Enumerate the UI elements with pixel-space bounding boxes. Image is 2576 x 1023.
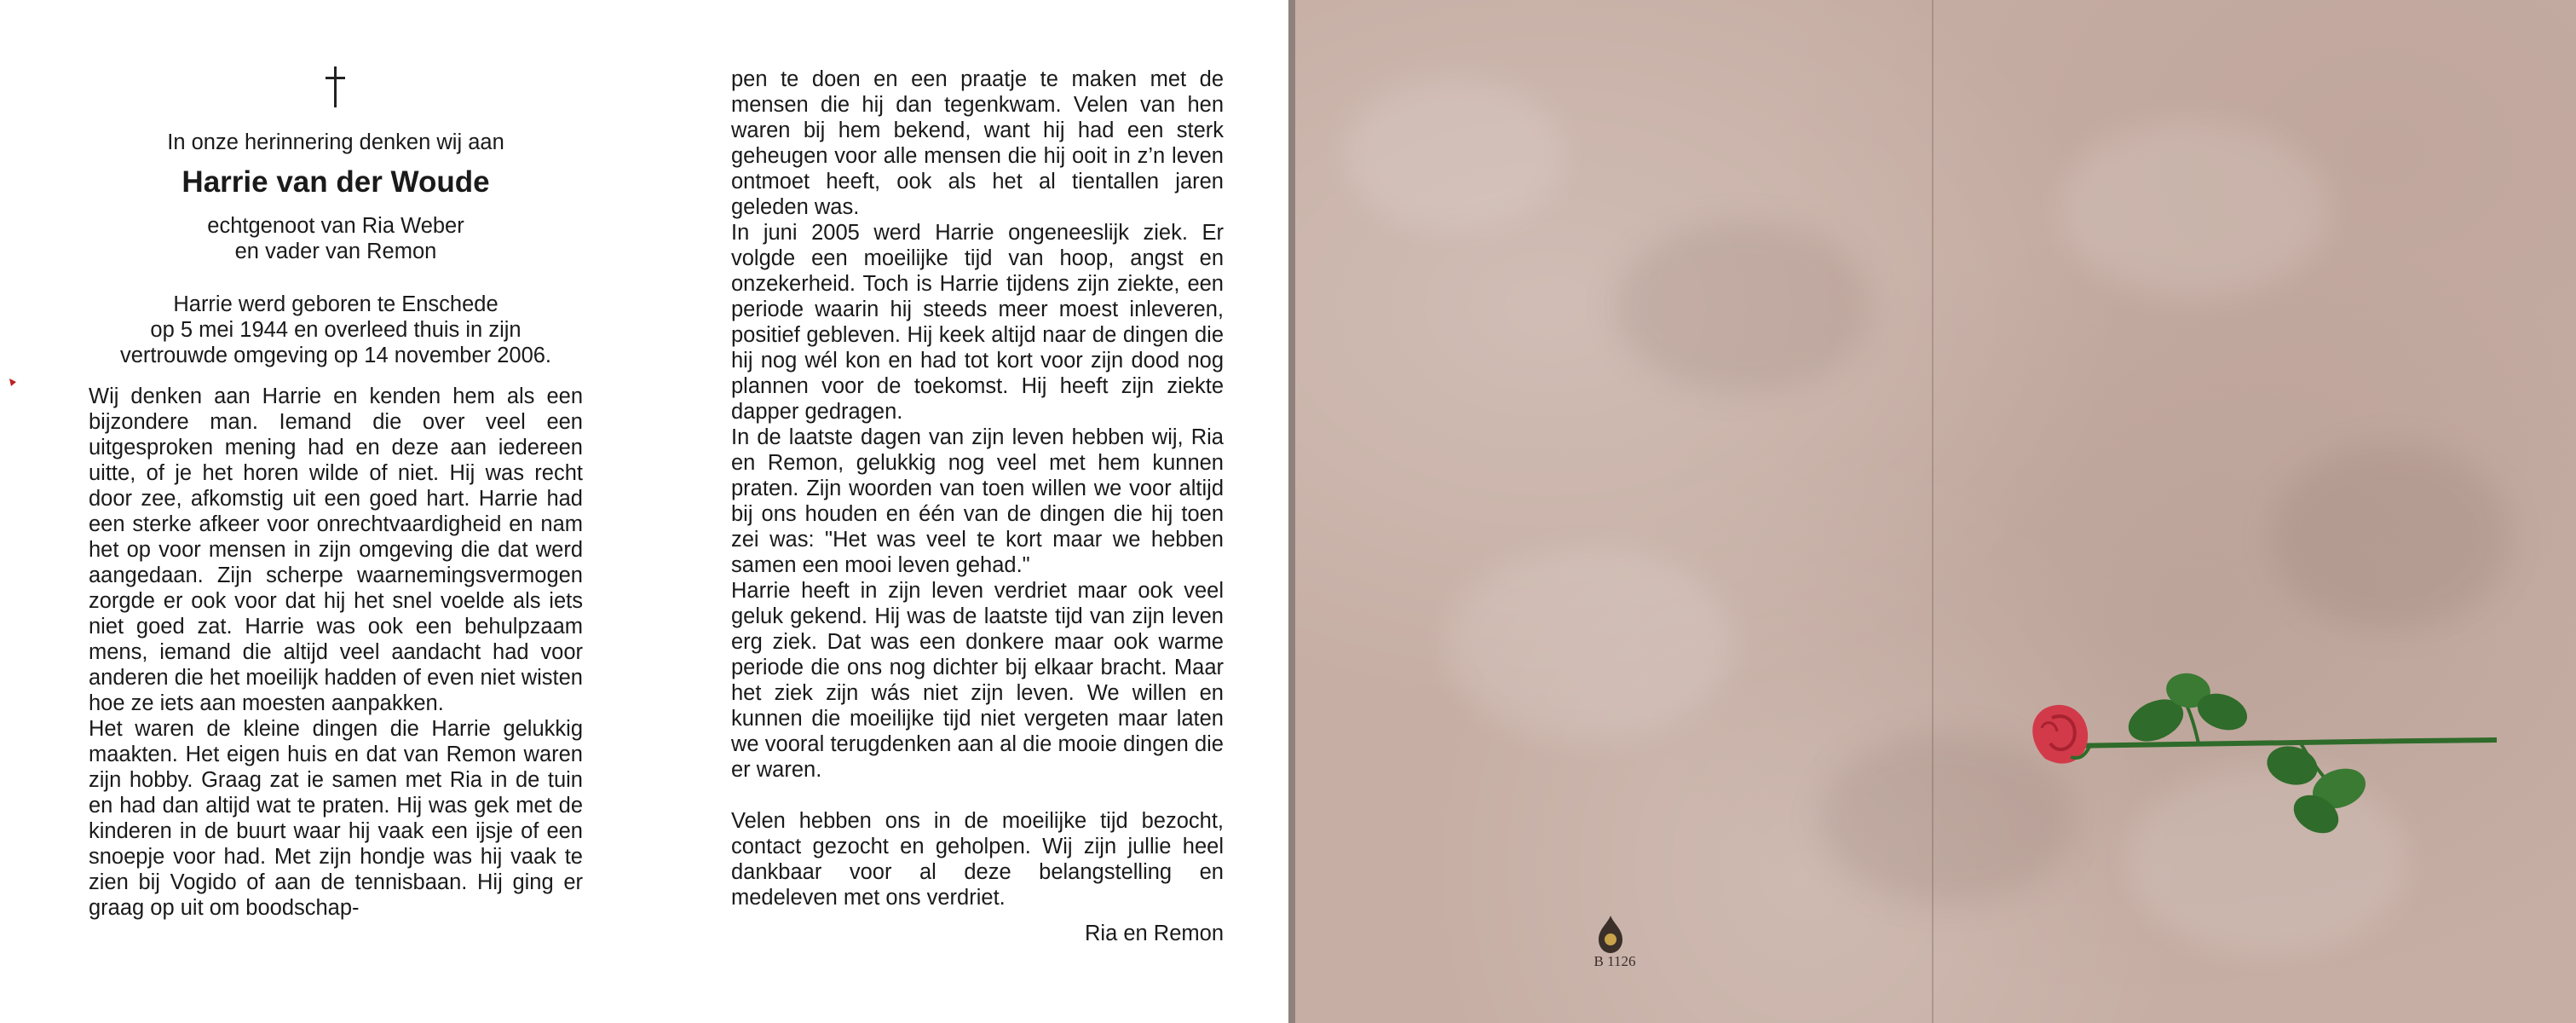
- fold-line: [1932, 0, 1933, 1023]
- paragraph: In juni 2005 werd Harrie ongeneeslijk ziek. Er volgde een moeilijke tijd van hoop, angst en onzekerheid. Toch is Harrie tijdens zijn ziekte, een periode waarin hij steeds meer moest inleveren, positief gebleven. Hij keek altijd naar de dingen die hij nog wél kon en had tot kort voor zijn dood nog plannen voor de toekomst. Hij heeft zijn ziekte dapper gedragen.: [731, 221, 1224, 424]
- rose-icon: [1985, 665, 2514, 852]
- card-divider: [1288, 0, 1295, 1023]
- paragraph: Velen hebben ons in de moeilijke tijd bezocht, contact gezocht en geholpen. Wij zijn jullie heel dankbaar voor al deze belangstelling en medeleven met ons verdriet.: [731, 809, 1224, 910]
- printer-code: B 1126: [1593, 953, 1636, 969]
- red-mark: [9, 377, 17, 387]
- birth-line-1: Harrie werd geboren te Enschede: [173, 292, 498, 316]
- relation-father: en vader van Remon: [234, 240, 437, 263]
- memorial-text-left: [89, 384, 583, 921]
- signature: Ria en Remon: [1085, 922, 1224, 945]
- paragraph: pen te doen en een praatje te maken met de mensen die hij dan tegenkwam. Velen van hen waren bij hem bekend, want hij had een sterk geheugen voor alle mensen die hij ooit in z’n leven ontmoet heeft, ook als het al tientallen jaren geleden was.: [731, 67, 1224, 219]
- card-cover: [1292, 0, 2576, 1023]
- birth-line-2: op 5 mei 1944 en overleed thuis in zijn: [150, 318, 522, 342]
- paragraph: Het waren de kleine dingen die Harrie gelukkig maakten. Het eigen huis en dat van Remon waren zijn hobby. Graag zat ie samen met Ria in de tuin en had dan altijd wat te praten. Hij was gek met de kinderen in de buurt waar hij vaak een ijsje of een snoepje voor had. Met zijn hondje was hij vaak te zien bij Vogido of aan de tennisbaan. Hij ging er graag op uit om boodschap-: [89, 717, 583, 920]
- deceased-name: Harrie van der Woude: [182, 165, 490, 199]
- paragraph: In de laatste dagen van zijn leven hebben wij, Ria en Remon, gelukkig nog veel met hem kunnen praten. Zijn woorden van toen willen we voor altijd bij ons houden en één van de dingen die hij toen zei was: "Het was veel te kort maar we hebben samen een mooi leven gehad.": [731, 425, 1224, 577]
- memorial-text-right: [731, 66, 1224, 910]
- printer-logo-icon: [1593, 912, 1628, 955]
- relation-spouse: echtgenoot van Ria Weber: [207, 214, 464, 238]
- paragraph: Wij denken aan Harrie en kenden hem als een bijzondere man. Iemand die over veel een uitgesproken mening had en deze aan iedereen uitte, of je het horen wilde of niet. Hij was recht door zee, afkomstig uit een goed hart. Harrie had een sterke afkeer voor onrechtvaardigheid en nam het op voor mensen in zijn omgeving die dat werd aangedaan. Zijn scherpe waarnemingsvermogen zorgde er ook voor dat hij het snel voelde als iets niet goed zat. Harrie was ook een behulpzaam mens, iemand die altijd veel aandacht had voor anderen die het moeilijk hadden of even niet wisten hoe ze iets aan moesten aanpakken.: [89, 384, 583, 715]
- intro-line: In onze herinnering denken wij aan: [167, 130, 504, 154]
- birth-line-3: vertrouwde omgeving op 14 november 2006.: [119, 344, 552, 367]
- paragraph: Harrie heeft in zijn leven verdriet maar ook veel geluk gekend. Hij was de laatste tijd van zijn leven erg ziek. Dat was een donkere maar ook warme periode die ons nog dichter bij elkaar bracht. Maar het ziek zijn wás niet zijn leven. We willen en kunnen die moeilijke tijd niet vergeten maar laten we vooral terugdenken aan al die mooie dingen die er waren.: [731, 579, 1224, 782]
- cross-icon: [324, 66, 348, 109]
